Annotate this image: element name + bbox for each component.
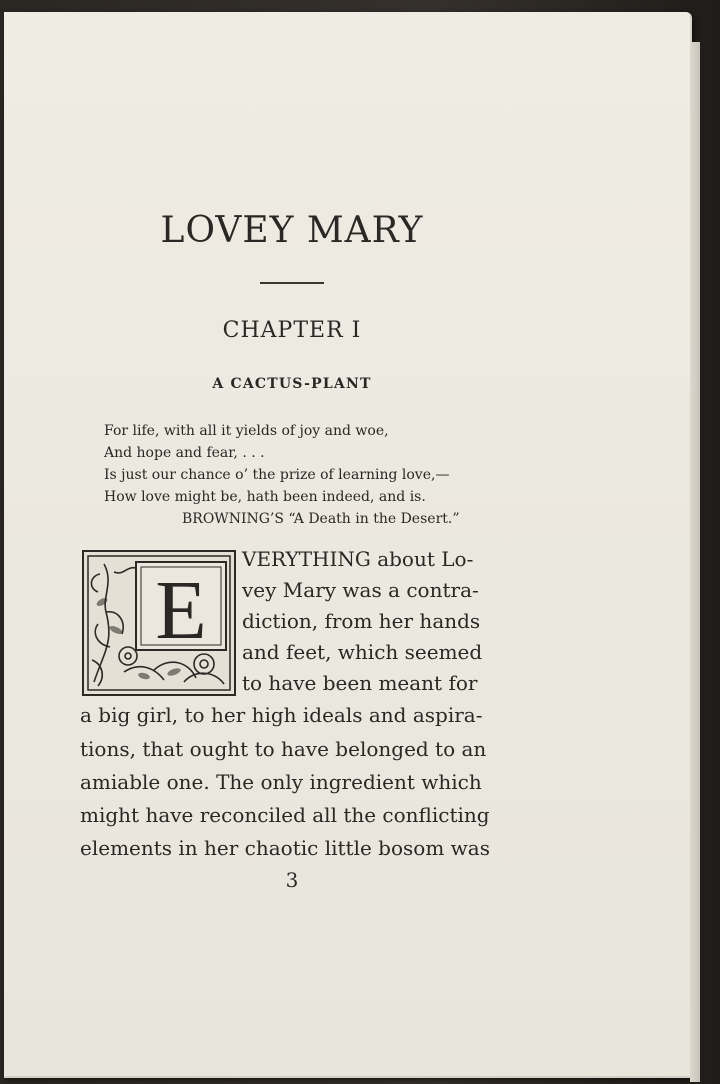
epigraph-line: Is just our chance o’ the prize of learning love,—: [104, 467, 450, 483]
dropcap-letter: E: [155, 564, 207, 657]
epigraph-line: How love might be, hath been indeed, and is.: [104, 489, 426, 505]
chapter-heading: CHAPTER I: [222, 318, 362, 343]
body-line: VERYTHING about Lo-: [242, 547, 474, 571]
epigraph: [104, 420, 460, 530]
body-line: elements in her chaotic little bosom was: [80, 836, 490, 860]
body-line: amiable one. The only ingredient which: [80, 770, 482, 794]
chapter-subtitle: A CACTUS-PLANT: [212, 376, 372, 392]
body-line: a big girl, to her high ideals and aspira-: [80, 703, 483, 727]
book-title: LOVEY MARY: [160, 210, 424, 251]
page-number: 3: [285, 868, 299, 892]
epigraph-line: And hope and fear, . . .: [104, 445, 265, 461]
epigraph-line: For life, with all it yields of joy and woe,: [104, 423, 389, 439]
body-line: diction, from her hands: [242, 609, 481, 633]
body-line: vey Mary was a contra-: [242, 578, 479, 602]
ornamental-dropcap-icon: [82, 550, 236, 696]
body-line: tions, that ought to have belonged to an: [80, 737, 487, 761]
epigraph-citation: BROWNING’S “A Death in the Desert.”: [182, 511, 460, 527]
body-line: might have reconciled all the conflicting: [80, 803, 490, 827]
page-edge: [690, 42, 700, 1082]
book-page: [4, 12, 692, 1078]
body-line: and feet, which seemed: [242, 640, 483, 664]
title-rule: [260, 282, 324, 284]
body-line: to have been meant for: [242, 671, 478, 695]
